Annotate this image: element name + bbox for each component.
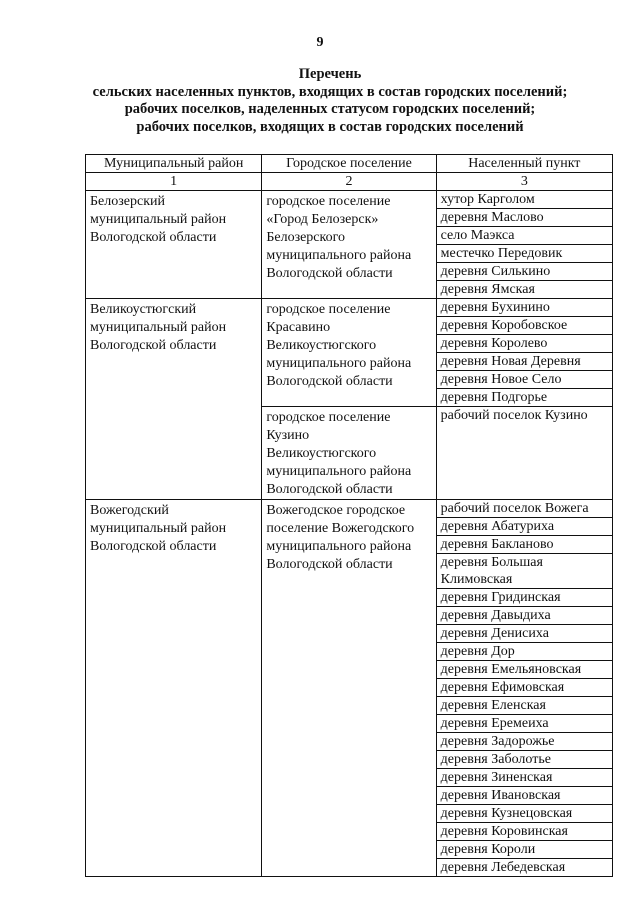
locality-item: деревня Заболотье [437, 751, 612, 769]
locality-item: деревня Ямская [440, 282, 535, 297]
settlement-cell [262, 500, 436, 877]
locality-item: деревня Коровинская [437, 823, 612, 841]
locality-item: деревня Еленская [437, 697, 612, 715]
locality-item: деревня Емельяновская [437, 661, 612, 679]
locality-item: деревня Новое Село [437, 371, 612, 389]
table-header-row [86, 155, 613, 173]
locality-item: деревня Большая Климовская [437, 554, 612, 589]
locality-item: деревня Бухинино [437, 299, 612, 317]
locality-item: деревня Давыдиха [437, 607, 612, 625]
locality-item: деревня Новая Деревня [437, 353, 612, 371]
locality-item: деревня Бакланово [437, 536, 612, 554]
column-number-row [86, 173, 613, 191]
title-line: рабочих поселков, входящих в состав городских поселений [136, 118, 524, 135]
locality-item: деревня Дор [437, 643, 612, 661]
settlement-name: городское поселение «Город Белозерск» Белозерского муниципального района Вологодской области [266, 194, 412, 281]
title-line: рабочих поселков, наделенных статусом городских поселений; [124, 101, 536, 117]
locality-item: село Маэкса [437, 227, 612, 245]
settlement-name: городское поселение Кузино Великоустюгского муниципального района Вологодской области [266, 410, 412, 497]
column-number: 3 [436, 173, 612, 191]
locality-item: деревня Маслово [437, 209, 612, 227]
table-body [86, 191, 613, 877]
locality-item: деревня Коробовское [437, 317, 612, 335]
header-locality: Населенный пункт [436, 155, 612, 173]
table-row [86, 299, 613, 407]
locality-cell [436, 500, 612, 877]
locality-item: деревня Зиненская [437, 769, 612, 787]
settlement-cell [262, 191, 436, 299]
settlement-cell [262, 407, 436, 500]
locality-item: деревня Ефимовская [437, 679, 612, 697]
locality-item: деревня Силькино [437, 263, 612, 281]
column-number: 2 [262, 173, 436, 191]
locality-item: деревня Гридинская [437, 589, 612, 607]
locality-item: деревня Подгорье [440, 390, 548, 405]
locality-cell [436, 299, 612, 407]
header-district: Муниципальный район [86, 155, 262, 173]
table-row [86, 191, 613, 299]
table-row [86, 500, 613, 877]
locality-item: деревня Денисиха [437, 625, 612, 643]
page-number: 9 [316, 35, 324, 50]
document-title [40, 66, 620, 136]
settlements-table [85, 154, 613, 877]
locality-item: хутор Карголом [437, 191, 612, 209]
locality-item: деревня Задорожье [437, 733, 612, 751]
column-number: 1 [86, 173, 262, 191]
locality-item: рабочий поселок Кузино [440, 408, 588, 423]
locality-item: деревня Короли [437, 841, 612, 859]
locality-item: деревня Ивановская [437, 787, 612, 805]
locality-item: деревня Королево [437, 335, 612, 353]
locality-item: местечко Передовик [437, 245, 612, 263]
locality-item: деревня Абатуриха [437, 518, 612, 536]
settlement-name: Вожегодское городское поселение Вожегодского муниципального района Вологодской области [266, 503, 415, 572]
district-name: Великоустюгский муниципальный район Вологодской области [90, 302, 227, 353]
locality-item: деревня Кузнецовская [437, 805, 612, 823]
settlement-name: городское поселение Красавино Великоустюгского муниципального района Вологодской области [266, 302, 412, 389]
district-name: Вожегодский муниципальный район Вологодской области [90, 503, 227, 554]
locality-item: рабочий поселок Вожега [437, 500, 612, 518]
title-line: Перечень [298, 66, 362, 82]
district-cell [86, 500, 262, 877]
locality-item: деревня Еремеиха [437, 715, 612, 733]
district-cell [86, 191, 262, 299]
locality-cell [436, 407, 612, 500]
header-settlement: Городское поселение [262, 155, 436, 173]
settlement-cell [262, 299, 436, 407]
district-name: Белозерский муниципальный район Вологодской области [90, 194, 227, 245]
locality-item: деревня Лебедевская [440, 860, 566, 875]
title-line: сельских населенных пунктов, входящих в состав городских поселений; [92, 83, 568, 100]
district-cell [86, 299, 262, 500]
locality-cell [436, 191, 612, 299]
